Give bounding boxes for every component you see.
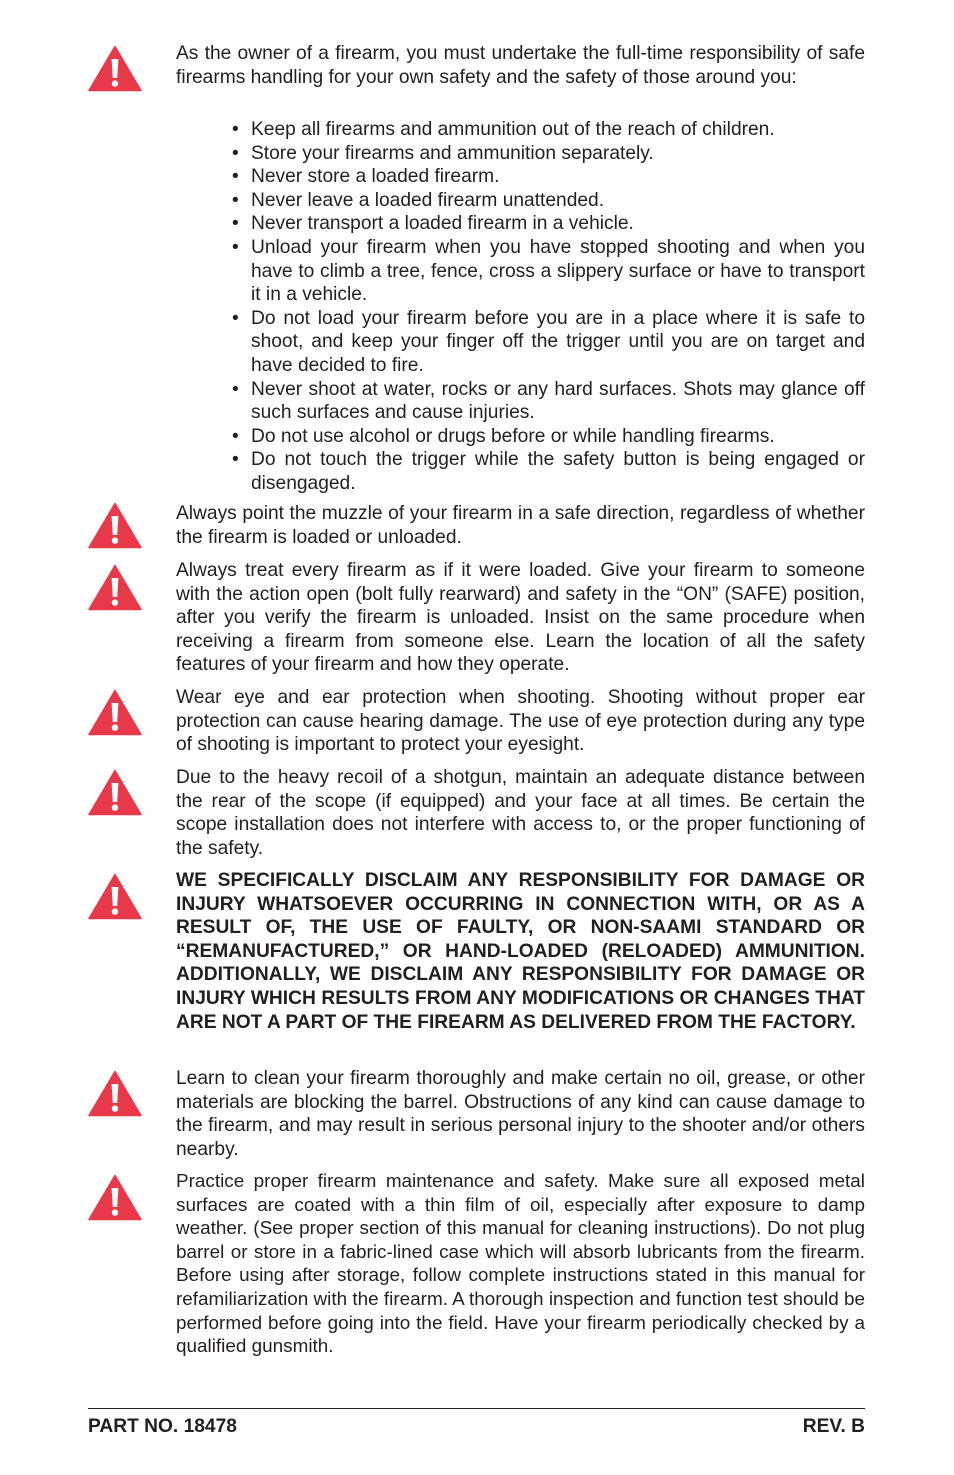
warning-text: Always point the muzzle of your firearm in a safe direction, regardless of whether the firearm is loaded or unloaded. [176,503,865,548]
revision: REV. B [802,1416,865,1437]
warning-triangle-icon [88,1070,142,1117]
page-footer [88,1415,865,1439]
warning-maintenance [88,1170,865,1359]
warning-treat-loaded [88,559,865,677]
list-item: • Do not touch the trigger while the safety button is being engaged or disengaged. [232,448,865,495]
warning-triangle-icon [88,45,142,92]
warning-triangle-icon [88,769,142,816]
warning-text: Learn to clean your firearm thoroughly and make certain no oil, grease, or other materials are blocking the barrel. Obstructions of any kind can cause damage to the firearm, and may result in serious personal injury to the shooter and/or others nearby. [176,1068,865,1160]
part-number: PART NO. 18478 [88,1416,237,1437]
warning-text: Practice proper firearm maintenance and safety. Make sure all exposed metal surfaces are coated with a thin film of oil, especially after exposure to damp weather. (See proper section of this manual for cleaning instructions). Do not plug barrel or store in a fabric-lined case which will absorb lubricants from the firearm. Before using after storage, follow complete instructions stated in this manual for refamiliarization with the firearm. A thorough inspection and function test should be performed before going into the field. Have your firearm periodically checked by a qualified gunsmith. [176,1171,865,1358]
warning-text: Due to the heavy recoil of a shotgun, maintain an adequate distance between the rear of the scope (if equipped) and your face at all times. Be certain the scope installation does not interfere with access to, or the proper functioning of the safety. [176,767,865,859]
list-item: • Unload your firearm when you have stopped shooting and when you have to climb a tree, fence, cross a slippery surface or have to transport it in a vehicle. [232,236,865,307]
list-item: • Keep all firearms and ammunition out of the reach of children. [232,118,865,142]
list-item: • Do not use alcohol or drugs before or while handling firearms. [232,425,865,449]
warning-triangle-icon [88,564,142,611]
disclaimer-text: WE SPECIFICALLY DISCLAIM ANY RESPONSIBILITY FOR DAMAGE OR INJURY WHATSOEVER OCCURRING IN CONNECTION WITH, OR AS A RESULT OF, THE USE OF FAULTY, OR NON-SAAMI STANDARD OR “REMANUFACTURED,” OR HAND-LOADED (RELOADED) AMMUNITION. ADDITIONALLY, WE DISCLAIM ANY RESPONSIBILITY FOR DAMAGE OR INJURY WHICH RESULTS FROM ANY MODIFICATIONS OR CHANGES THAT ARE NOT A PART OF THE FIREARM AS DELIVERED FROM THE FACTORY. [176,870,865,1033]
warning-triangle-icon [88,689,142,736]
list-item: • Store your firearms and ammunition separately. [232,142,865,166]
warning-muzzle [88,502,865,549]
list-item: • Do not load your firearm before you are in a place where it is safe to shoot, and keep your finger off the trigger until you are on target and have decided to fire. [232,307,865,378]
list-item: • Never transport a loaded firearm in a vehicle. [232,212,865,236]
list-item: • Never shoot at water, rocks or any hard surfaces. Shots may glance off such surfaces and cause injuries. [232,378,865,425]
warning-text: Wear eye and ear protection when shooting. Shooting without proper ear protection can cause hearing damage. The use of eye protection during any type of shooting is important to protect your eyesight. [176,687,865,756]
warning-triangle-icon [88,873,142,920]
warning-disclaimer [88,869,865,1034]
warning-eye-ear [88,686,865,757]
warning-recoil [88,766,865,860]
warning-text: Always treat every firearm as if it were loaded. Give your firearm to someone with the action open (bolt fully rearward) and safety in the “ON” (SAFE) position, after you verify the firearm is unloaded. Insist on the same procedure when receiving a firearm from someone else. Learn the location of all the safety features of your firearm and how they operate. [176,560,865,676]
intro-warning [88,42,865,89]
list-item: • Never leave a loaded firearm unattended. [232,189,865,213]
safety-bullet-list [232,118,865,496]
footer-divider [88,1408,865,1409]
warning-triangle-icon [88,502,142,549]
warning-clean [88,1067,865,1161]
intro-text: As the owner of a firearm, you must undertake the full-time responsibility of safe firearms handling for your own safety and the safety of those around you: [176,43,865,88]
warning-triangle-icon [88,1174,142,1221]
list-item: • Never store a loaded firearm. [232,165,865,189]
